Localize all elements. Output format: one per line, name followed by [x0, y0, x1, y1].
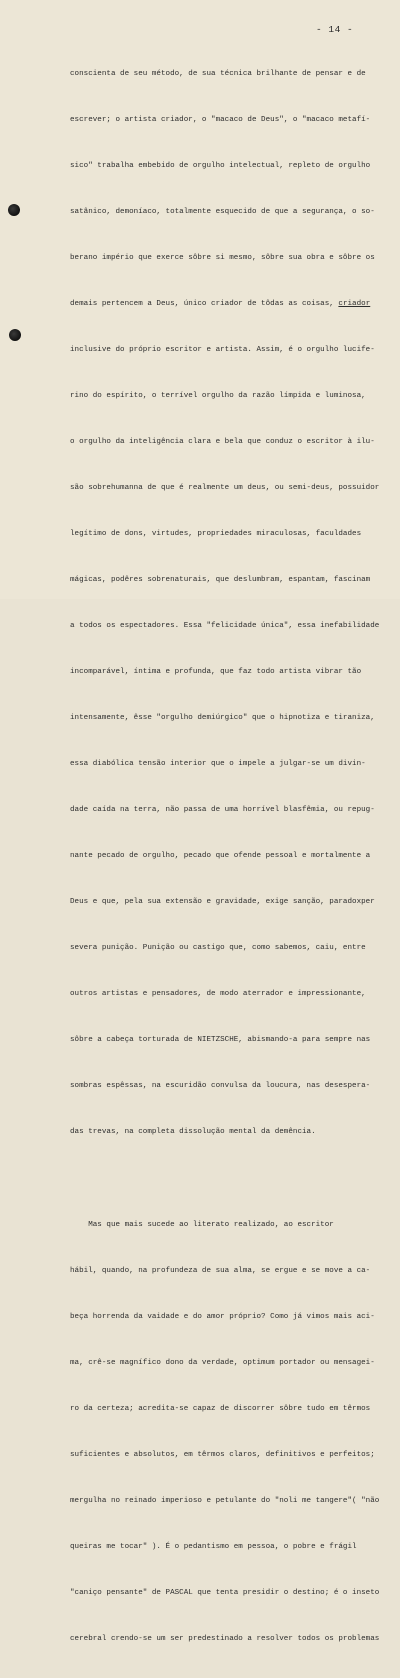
text-line: mágicas, podêres sobrenaturais, que deslumbram, espantam, fascinam	[70, 576, 371, 585]
text-line: são sobrehumanna de que é realmente um deus, ou semi-deus, possuidor	[70, 483, 380, 492]
text-line: cerebral crendo-se um ser predestinado a resolver todos os problemas	[70, 1635, 380, 1643]
paragraph-gap	[70, 1171, 400, 1187]
text-line: ma, crê-se magnífico dono da verdade, optimum portador ou mensagei-	[70, 1358, 375, 1367]
text-line: hábil, quando, na profundeza de sua alma, se ergue e se move a ca-	[70, 1266, 371, 1275]
text-line: intensamente, êsse "orgulho demiúrgico" que o hipnotiza e tiraniza,	[70, 714, 375, 723]
text-line: beça horrenda da vaidade e do amor próprio? Como já vimos mais aci-	[70, 1312, 375, 1321]
text-line: inclusive do próprio escritor e artista. Assim, é o orgulho lucife-	[70, 345, 375, 354]
text-line: Deus e que, pela sua extensão e gravidade, exige sanção, paradoxper	[70, 898, 375, 907]
text-line: sico" trabalha embebido de orgulho intelectual, repleto de orgulho	[70, 161, 371, 170]
text-line	[70, 297, 400, 312]
text-line: das trevas, na completa dissolução mental da demência.	[70, 1128, 316, 1137]
text-line: sôbre a cabeça torturada de NIETZSCHE, abismando-a para sempre nas	[70, 1036, 371, 1045]
body-text	[70, 36, 400, 1678]
text-line: rino do espírito, o terrível orgulho da razão límpida e luminosa,	[70, 391, 366, 400]
text-line: essa diabólica tensão interior que o impele a julgar-se um divin-	[70, 760, 366, 769]
text-line: satânico, demoníaco, totalmente esquecido de que a segurança, o so-	[70, 207, 375, 216]
punch-hole	[9, 329, 21, 341]
text-line: ro da certeza; acredita-se capaz de discorrer sôbre tudo em têrmos	[70, 1404, 371, 1413]
text-line: escrever; o artista criador, o "macaco de Deus", o "macaco metafí-	[70, 115, 371, 124]
text-line: nante pecado de orgulho, pecado que ofende pessoal e mortalmente a	[70, 852, 371, 861]
underlined-word: criador	[338, 299, 371, 308]
text-line: Mas que mais sucede ao literato realizado, ao escritor	[70, 1220, 334, 1229]
text-line: incomparável, íntima e profunda, que faz todo artista vibrar tão	[70, 668, 362, 677]
punch-hole	[8, 204, 20, 216]
text-line: queiras me tocar" ). É o pedantismo em pessoa, o pobre e frágil	[70, 1542, 357, 1551]
text-line: outros artistas e pensadores, de modo aterrador e impressionante,	[70, 990, 366, 999]
text-line: berano império que exerce sôbre si mesmo, sôbre sua obra e sôbre os	[70, 253, 375, 262]
text-line: a todos os espectadores. Essa "felicidade única", essa inefabilidade	[70, 622, 380, 631]
text-line: suficientes e absolutos, em têrmos claros, definitivos e perfeitos;	[70, 1450, 375, 1459]
text-line: mergulha no reinado imperioso e petulante do "noli me tangere"( "não	[70, 1496, 380, 1505]
text-line: dade caída na terra, não passa de uma horrível blasfêmia, ou repug-	[70, 806, 375, 815]
text-line: sombras espêssas, na escuridão convulsa da loucura, nas desespera-	[70, 1082, 371, 1091]
text-line: "caniço pensante" de PASCAL que tenta presidir o destino; é o inseto	[70, 1588, 380, 1597]
text-line: o orgulho da inteligência clara e bela que conduz o escritor à ilu-	[70, 437, 375, 446]
text-segment: demais pertencem a Deus, único criador de tôdas as coisas,	[70, 299, 334, 308]
page-number: - 14 -	[316, 24, 354, 35]
text-line: legítimo de dons, virtudes, propriedades miraculosas, faculdades	[70, 530, 362, 538]
text-line: severa punição. Punição ou castigo que, como sabemos, caiu, entre	[70, 944, 366, 953]
text-line: conscienta de seu método, de sua técnica brilhante de pensar e de	[70, 69, 366, 78]
